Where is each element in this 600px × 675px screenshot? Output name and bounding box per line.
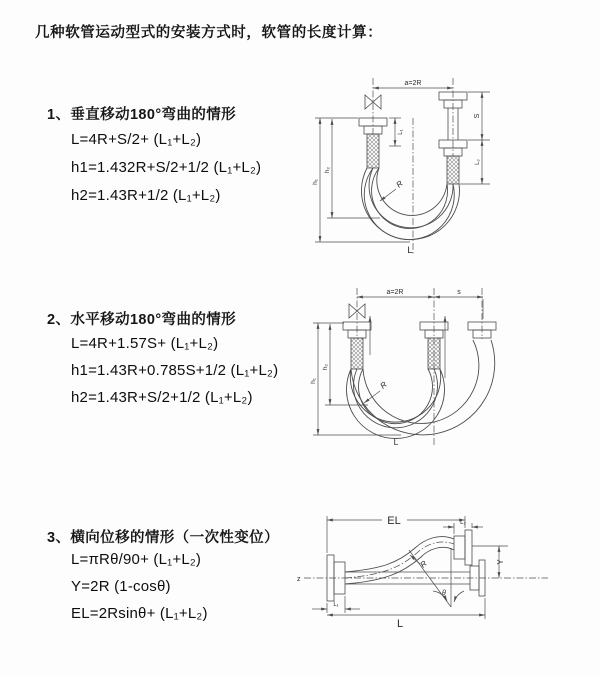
diagram-lateral-displacement [296,498,600,630]
label-l2: L₂ [460,520,466,526]
label-a2r: a=2R [404,80,422,87]
section-3-formula-EL: EL=2Rsinθ+ (L₁+L₂) [71,605,208,622]
page-title: 几种软管运动型式的安装方式时，软管的长度计算： [35,25,383,41]
section-1-formula-h1: h1=1.432R+S/2+1/2 (L₁+L₂) [71,159,262,176]
section-2-heading: 2、水平移动180°弯曲的情形 [47,312,237,328]
label-l: L [407,245,413,256]
label-s: s [457,289,461,296]
label-a2r: a=2R [386,289,404,296]
label-r: R [394,178,405,190]
section-3-formula-Y: Y=2R (1-cosθ) [71,578,171,595]
label-el: EL [387,515,401,527]
label-h2: h₂ [322,363,329,371]
radius-leader [380,189,396,201]
label-h1: h₁ [312,179,319,185]
hose-u-original [347,369,445,439]
section-2-formula-h1: h1=1.43R+0.785S+1/2 (L₁+L₂) [71,362,279,379]
label-l1: L₁ [398,129,404,135]
label-s: S [474,113,481,119]
label-l: L [393,437,399,447]
diagram-horizontal-180-bend [306,283,598,451]
diagram-vertical-180-bend [310,72,590,258]
label-theta: θ [442,590,446,597]
label-l: L [396,618,404,630]
label-r: R [378,379,389,391]
hose-u-loops [361,168,459,240]
angle-construction [409,548,464,607]
label-h2: h₂ [324,166,331,174]
section-1-formula-L: L=4R+S/2+ (L₁+L₂) [71,131,202,148]
radius-leader [364,391,380,403]
section-3-formula-L: L=πRθ/90+ (L₁+L₂) [71,551,202,568]
upper-flange [454,530,472,565]
section-2-formula-L: L=4R+1.57S+ (L₁+L₂) [71,335,219,352]
dim-l [327,598,485,619]
hose-s-curve [345,537,454,584]
dim-s-l2 [460,92,490,184]
section-2-formula-h2: h2=1.43R+S/2+1/2 (L₁+L₂) [71,389,253,406]
label-z: z [297,576,301,583]
label-r: R [418,558,429,570]
label-l2: L₂ [475,159,481,165]
section-1-heading: 1、垂直移动180°弯曲的情形 [47,107,237,123]
label-y: Y [496,559,505,565]
section-3-heading: 3、横向位移的情形（一次性变位） [47,530,279,546]
label-h1: h₁ [310,378,317,384]
section-1-formula-h2: h2=1.43R+1/2 (L₁+L₂) [71,187,221,204]
label-l1: L₁ [333,602,339,608]
